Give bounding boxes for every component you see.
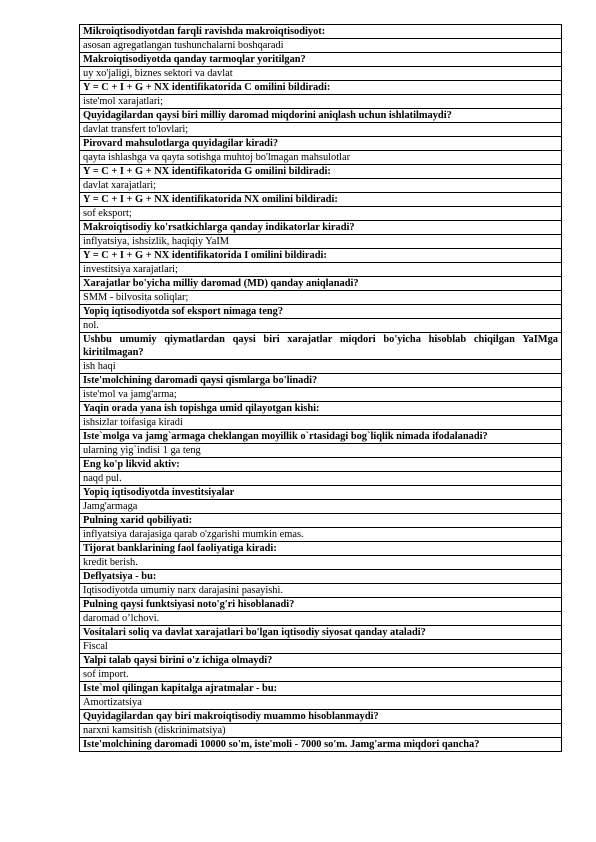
question-row bbox=[80, 542, 562, 556]
question-text: Deflyatsiya - bu: bbox=[80, 570, 562, 584]
question-text: Pulning qaysi funktsiyasi noto'g'ri hisoblanadi? bbox=[80, 598, 562, 612]
answer-row bbox=[80, 584, 562, 598]
answer-row bbox=[80, 319, 562, 333]
question-row bbox=[80, 221, 562, 235]
answer-text: sof import. bbox=[80, 668, 562, 682]
answer-row bbox=[80, 263, 562, 277]
question-text: Mikroiqtisodiyotdan farqli ravishda makroiqtisodiyot: bbox=[80, 25, 562, 39]
question-row bbox=[80, 486, 562, 500]
answer-row bbox=[80, 556, 562, 570]
answer-text: Iqtisodiyotda umumiy narx darajasini pasayishi. bbox=[80, 584, 562, 598]
answer-text: ularning yig`indisi 1 ga teng bbox=[80, 444, 562, 458]
question-row bbox=[80, 305, 562, 319]
answer-text: ish haqi bbox=[80, 360, 562, 374]
question-text: Y = C + I + G + NX identifikatorida C omilini bildiradi: bbox=[80, 81, 562, 95]
question-text: Xarajatlar bo'yicha milliy daromad (MD) qanday aniqlanadi? bbox=[80, 277, 562, 291]
question-row bbox=[80, 430, 562, 444]
question-text: Pulning xarid qobiliyati: bbox=[80, 514, 562, 528]
answer-text: davlat xarajatlari; bbox=[80, 179, 562, 193]
question-text: Iste'molchining daromadi qaysi qismlarga bo'linadi? bbox=[80, 374, 562, 388]
answer-text: investitsiya xarajatlari; bbox=[80, 263, 562, 277]
answer-row bbox=[80, 151, 562, 165]
answer-row bbox=[80, 640, 562, 654]
qa-sheet bbox=[79, 24, 562, 752]
question-text: Makroiqtisodiy ko'rsatkichlarga qanday indikatorlar kiradi? bbox=[80, 221, 562, 235]
answer-text: naqd pul. bbox=[80, 472, 562, 486]
answer-text: sof eksport; bbox=[80, 207, 562, 221]
question-text: Quyidagilardan qay biri makroiqtisodiy muammo hisoblanmaydi? bbox=[80, 710, 562, 724]
answer-row bbox=[80, 39, 562, 53]
question-text: Yaqin orada yana ish topishga umid qilayotgan kishi: bbox=[80, 402, 562, 416]
answer-row bbox=[80, 360, 562, 374]
answer-text: Fiscal bbox=[80, 640, 562, 654]
question-row bbox=[80, 626, 562, 640]
answer-row bbox=[80, 179, 562, 193]
question-text: Iste`mol qilingan kapitalga ajratmalar - bu: bbox=[80, 682, 562, 696]
question-text: Y = C + I + G + NX identifikatorida I omilini bildiradi: bbox=[80, 249, 562, 263]
question-row bbox=[80, 137, 562, 151]
answer-row bbox=[80, 416, 562, 430]
answer-text: inflyatsiya, ishsizlik, haqiqiy YaIM bbox=[80, 235, 562, 249]
question-row bbox=[80, 598, 562, 612]
answer-row bbox=[80, 528, 562, 542]
answer-row bbox=[80, 388, 562, 402]
answer-text: iste'mol va jamg'arma; bbox=[80, 388, 562, 402]
answer-text: Amortizatsiya bbox=[80, 696, 562, 710]
question-row bbox=[80, 514, 562, 528]
question-row bbox=[80, 277, 562, 291]
question-row bbox=[80, 710, 562, 724]
question-text: Y = C + I + G + NX identifikatorida NX omilini bildiradi: bbox=[80, 193, 562, 207]
answer-row bbox=[80, 444, 562, 458]
answer-row bbox=[80, 123, 562, 137]
question-text: Yalpi talab qaysi birini o'z ichiga olmaydi? bbox=[80, 654, 562, 668]
answer-row bbox=[80, 95, 562, 109]
answer-text: uy xo'jaligi, biznes sektori va davlat bbox=[80, 67, 562, 81]
answer-text: Jamg'armaga bbox=[80, 500, 562, 514]
answer-row bbox=[80, 724, 562, 738]
question-text: Pirovard mahsulotlarga quyidagilar kiradi? bbox=[80, 137, 562, 151]
answer-row bbox=[80, 696, 562, 710]
answer-text: asosan agregatlangan tushunchalarni boshqaradi bbox=[80, 39, 562, 53]
question-row bbox=[80, 458, 562, 472]
question-text: Y = C + I + G + NX identifikatorida G omilini bildiradi: bbox=[80, 165, 562, 179]
question-text: Tijorat banklarining faol faoliyatiga kiradi: bbox=[80, 542, 562, 556]
answer-row bbox=[80, 500, 562, 514]
answer-row bbox=[80, 291, 562, 305]
answer-row bbox=[80, 472, 562, 486]
qa-table bbox=[79, 24, 562, 752]
question-row bbox=[80, 249, 562, 263]
question-text: Vositalari soliq va davlat xarajatlari bo'lgan iqtisodiy siyosat qanday ataladi? bbox=[80, 626, 562, 640]
answer-text: qayta ishlashga va qayta sotishga muhtoj bo'lmagan mahsulotlar bbox=[80, 151, 562, 165]
question-text: Ushbu umumiy qiymatlardan qaysi biri xarajatlar miqdori bo'yicha hisoblab chiqilgan YaIMga kiritilmagan? bbox=[80, 333, 562, 360]
question-row bbox=[80, 193, 562, 207]
answer-row bbox=[80, 612, 562, 626]
question-row bbox=[80, 402, 562, 416]
question-row bbox=[80, 53, 562, 67]
answer-text: kredit berish. bbox=[80, 556, 562, 570]
question-row bbox=[80, 109, 562, 123]
answer-row bbox=[80, 235, 562, 249]
question-row bbox=[80, 25, 562, 39]
question-row bbox=[80, 682, 562, 696]
question-row bbox=[80, 738, 562, 752]
question-text: Yopiq iqtisodiyotda sof eksport nimaga teng? bbox=[80, 305, 562, 319]
answer-text: SMM - bilvosita soliqlar; bbox=[80, 291, 562, 305]
answer-row bbox=[80, 67, 562, 81]
answer-row bbox=[80, 668, 562, 682]
answer-text: ishsizlar toifasiga kiradi bbox=[80, 416, 562, 430]
qa-table-body bbox=[80, 25, 562, 752]
question-text: Iste`molga va jamg`armaga cheklangan moyillik o`rtasidagi bog`liqlik nimada ifodalanadi? bbox=[80, 430, 562, 444]
answer-text: inflyatsiya darajasiga qarab o'zgarishi mumkin emas. bbox=[80, 528, 562, 542]
answer-text: narxni kamsitish (diskrinimatsiya) bbox=[80, 724, 562, 738]
question-text: Quyidagilardan qaysi biri milliy daromad miqdorini aniqlash uchun ishlatilmaydi? bbox=[80, 109, 562, 123]
answer-text: nol. bbox=[80, 319, 562, 333]
answer-text: daromad o’lchovi. bbox=[80, 612, 562, 626]
question-row bbox=[80, 374, 562, 388]
answer-text: davlat transfert to'lovlari; bbox=[80, 123, 562, 137]
question-text: Yopiq iqtisodiyotda investitsiyalar bbox=[80, 486, 562, 500]
question-row bbox=[80, 570, 562, 584]
question-text: Makroiqtisodiyotda qanday tarmoqlar yoritilgan? bbox=[80, 53, 562, 67]
answer-row bbox=[80, 207, 562, 221]
question-text: Eng ko'p likvid aktiv: bbox=[80, 458, 562, 472]
question-row bbox=[80, 333, 562, 360]
question-row bbox=[80, 654, 562, 668]
question-row bbox=[80, 165, 562, 179]
question-row bbox=[80, 81, 562, 95]
answer-text: iste'mol xarajatlari; bbox=[80, 95, 562, 109]
question-text: Iste'molchining daromadi 10000 so'm, iste'moli - 7000 so'm. Jamg'arma miqdori qancha? bbox=[80, 738, 562, 752]
